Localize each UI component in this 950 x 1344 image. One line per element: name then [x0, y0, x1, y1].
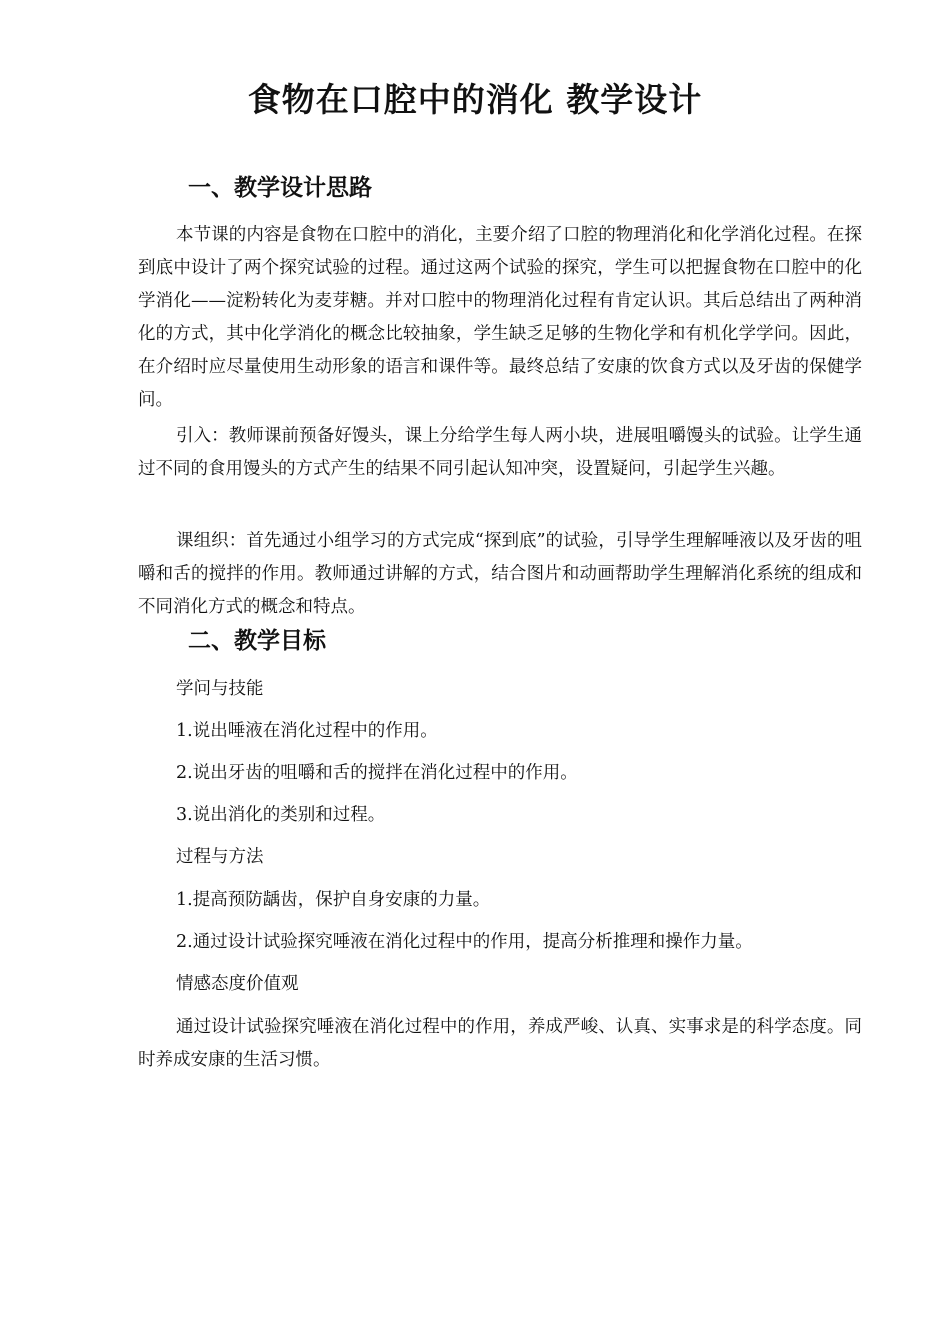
section1-heading: 一、教学设计思路 [188, 174, 372, 201]
process-item: 2.通过设计试验探究唾液在消化过程中的作用，提高分析推理和操作力量。 [176, 932, 753, 952]
knowledge-item: 3.说出消化的类别和过程。 [176, 805, 386, 825]
knowledge-label: 学问与技能 [176, 679, 264, 699]
process-item: 1.提高预防龋齿，保护自身安康的力量。 [176, 890, 491, 910]
knowledge-item: 2.说出牙齿的咀嚼和舌的搅拌在消化过程中的作用。 [176, 763, 578, 783]
section1-paragraph-3: 课组织：首先通过小组学习的方式完成“探到底”的试验，引导学生理解唾液以及牙齿的咀嚼和舌的搅拌的作用。教师通过讲解的方式，结合图片和动画帮助学生理解消化系统的组成和不同消化方式的概念和特点。 [138, 531, 862, 617]
attitude-paragraph: 通过设计试验探究唾液在消化过程中的作用，养成严峻、认真、实事求是的科学态度。同时养成安康的生活习惯。 [138, 1017, 862, 1070]
knowledge-item: 1.说出唾液在消化过程中的作用。 [176, 721, 438, 741]
section2-heading: 二、教学目标 [188, 627, 326, 654]
document-title: 食物在口腔中的消化 教学设计 [247, 80, 703, 119]
section1-paragraph-2: 引入：教师课前预备好馒头，课上分给学生每人两小块，进展咀嚼馒头的试验。让学生通过不同的食用馒头的方式产生的结果不同引起认知冲突，设置疑问，引起学生兴趣。 [138, 426, 862, 479]
process-label: 过程与方法 [176, 847, 264, 867]
section1-paragraph-1: 本节课的内容是食物在口腔中的消化，主要介绍了口腔的物理消化和化学消化过程。在探到底中设计了两个探究试验的过程。通过这两个试验的探究，学生可以把握食物在口腔中的化学消化——淀粉转化为麦芽糖。并对口腔中的物理消化过程有肯定认识。其后总结出了两种消化的方式，其中化学消化的概念比较抽象，学生缺乏足够的生物化学和有机化学学问。因此，在介绍时应尽量使用生动形象的语言和课件等。最终总结了安康的饮食方式以及牙齿的保健学问。 [138, 225, 862, 410]
attitude-label: 情感态度价值观 [176, 974, 299, 994]
